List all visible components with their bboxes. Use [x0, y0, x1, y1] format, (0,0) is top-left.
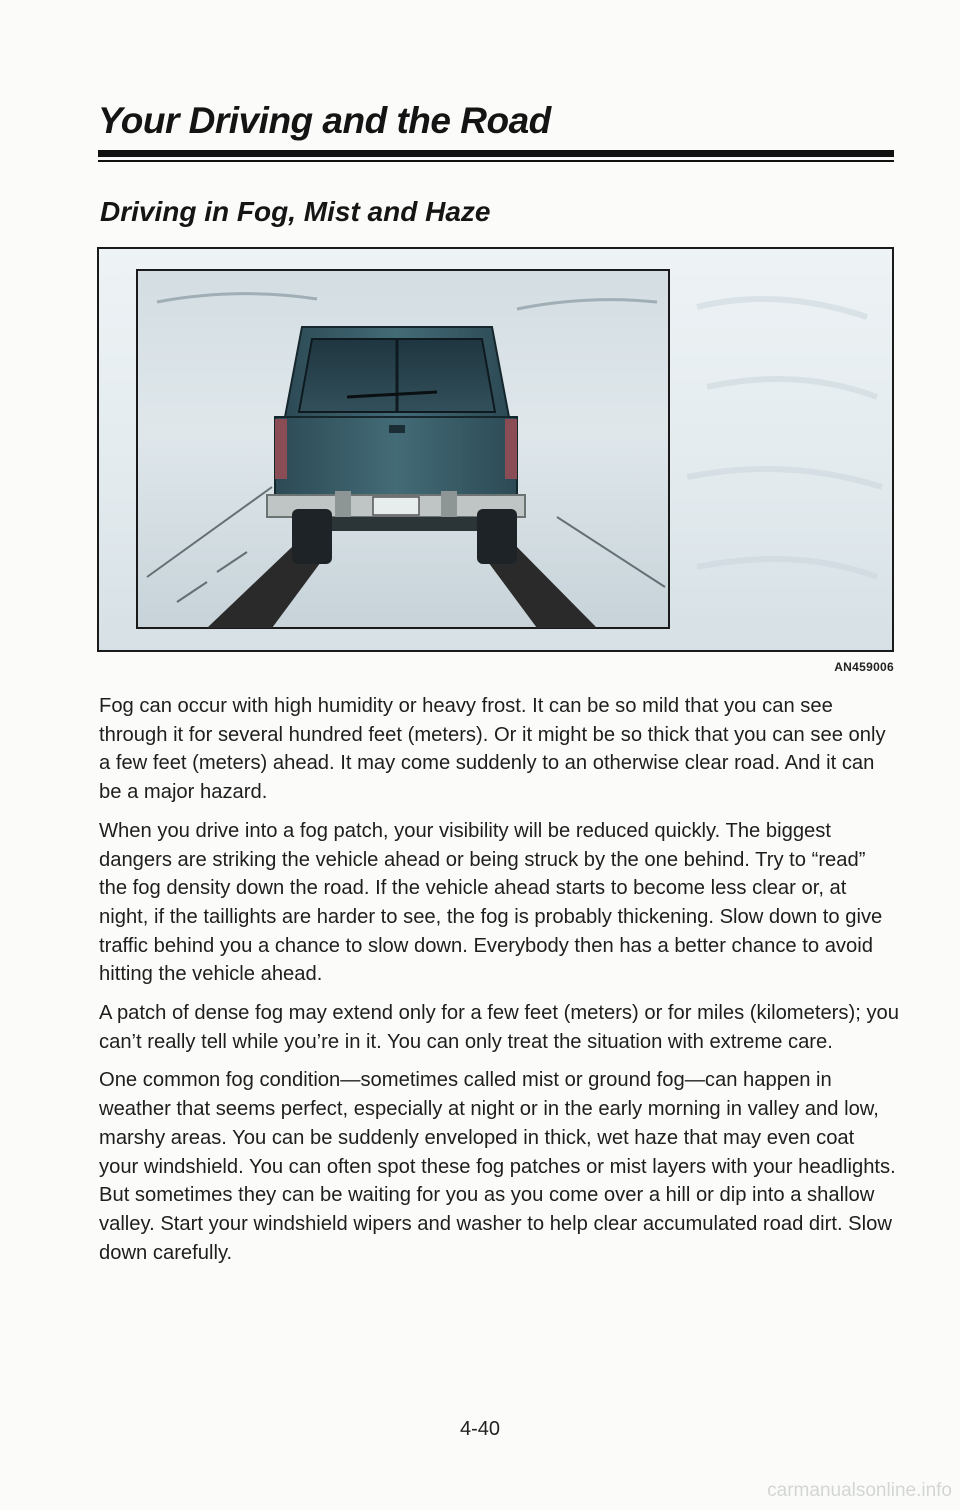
paragraph: Fog can occur with high humidity or heavy frost. It can be so mild that you can see through it for several hundred feet (meters). Or it might be so thick that you can see only a few feet (meters) ahead. It may come suddenly to an otherwise clear road. And it can be a major hazard.: [99, 695, 886, 804]
fog-driving-illustration: [97, 247, 894, 652]
paragraph: One common fog condition—sometimes called mist or ground fog—can happen in weather that seems perfect, especially at night or in the early morning in valley and low, marshy areas. You can be suddenly enveloped in thick, wet haze that may even coat your windshield. You can often spot these fog patches or mist layers with your headlights. But sometimes they can be waiting for you as you come over a hill or dip into a shallow valley. Start your windshield wipers and washer to help clear accumulated road dirt. Slow down carefully.: [99, 1069, 896, 1264]
license-plate: [373, 497, 419, 515]
left-taillight: [275, 419, 287, 479]
header-rule-thin: [98, 160, 894, 162]
right-tire: [477, 509, 517, 564]
body-text: [99, 692, 899, 1277]
section-title: Driving in Fog, Mist and Haze: [100, 196, 491, 227]
left-tire: [292, 509, 332, 564]
figure-code: AN459006: [834, 660, 894, 674]
chapter-title: Your Driving and the Road: [98, 100, 551, 141]
right-taillight: [505, 419, 517, 479]
watermark: carmanualsonline.info: [767, 1480, 952, 1501]
header-rule-thick: [98, 150, 894, 157]
paragraph: A patch of dense fog may extend only for a few feet (meters) or for miles (kilometers); you can’t really tell while you’re in it. You can only treat the situation with extreme care.: [99, 1002, 899, 1053]
page-number: 4-40: [459, 1418, 501, 1440]
paragraph: When you drive into a fog patch, your visibility will be reduced quickly. The biggest dangers are striking the vehicle ahead or being struck by the one behind. Try to “read” the fog density down the road. If the vehicle ahead starts to become less clear or, at night, if the taillights are harder to see, the fog is probably thickening. Slow down to give traffic behind you a chance to slow down. Everybody then has a better chance to avoid hitting the vehicle ahead.: [99, 819, 883, 986]
